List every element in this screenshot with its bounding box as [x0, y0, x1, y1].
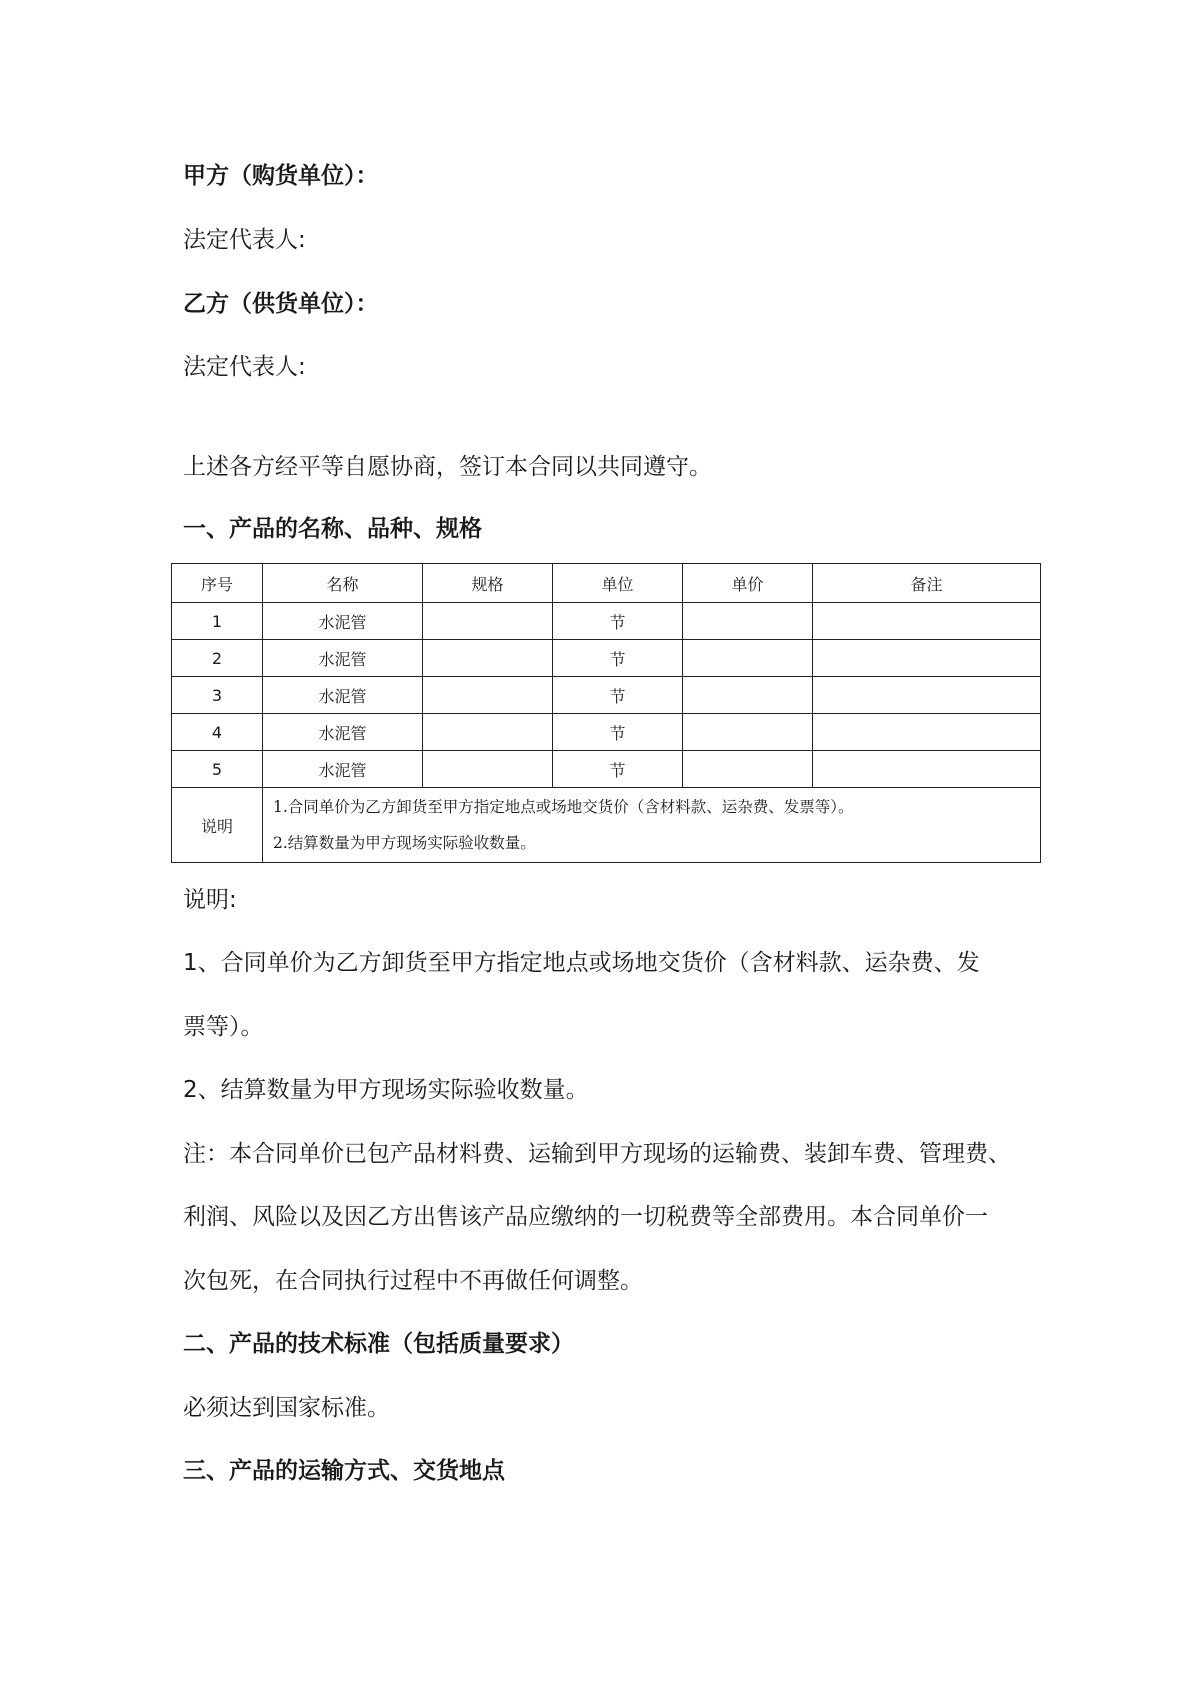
table-notes-row	[172, 788, 1041, 863]
cell-remarks	[813, 640, 1041, 677]
cell-unit: 节	[553, 603, 683, 640]
explanation-title: 说明:	[183, 887, 237, 913]
cell-name: 水泥管	[263, 714, 423, 751]
note-line-1: 注：本合同单价已包产品材料费、运输到甲方现场的运输费、装卸车费、管理费、	[183, 1141, 1011, 1167]
cell-spec	[423, 677, 553, 714]
cell-spec	[423, 603, 553, 640]
explanation-item-2: 2、结算数量为甲方现场实际验收数量。	[183, 1077, 589, 1103]
cell-index: 3	[172, 677, 263, 714]
header-cell-index: 序号	[172, 564, 263, 603]
cell-index: 2	[172, 640, 263, 677]
section-1-title: 一、产品的名称、品种、规格	[183, 516, 482, 542]
party-a-representative: 法定代表人:	[183, 227, 306, 253]
cell-spec	[423, 751, 553, 788]
cell-unit: 节	[553, 640, 683, 677]
cell-index: 5	[172, 751, 263, 788]
table-row	[172, 640, 1041, 677]
cell-index: 1	[172, 603, 263, 640]
cell-price	[683, 714, 813, 751]
section-2-title: 二、产品的技术标准（包括质量要求）	[183, 1331, 574, 1357]
cell-remarks	[813, 677, 1041, 714]
cell-remarks	[813, 603, 1041, 640]
explanation-item-1-line-1: 1、合同单价为乙方卸货至甲方指定地点或场地交货价（含材料款、运杂费、发	[183, 950, 980, 976]
header-cell-price: 单价	[683, 564, 813, 603]
explanation-item-1-line-2: 票等）。	[183, 1014, 264, 1040]
table-header-row	[172, 564, 1041, 603]
cell-remarks	[813, 714, 1041, 751]
header-cell-name: 名称	[263, 564, 423, 603]
table-row	[172, 751, 1041, 788]
note-line-2: 利润、风险以及因乙方出售该产品应缴纳的一切税费等全部费用。本合同单价一	[183, 1204, 988, 1230]
product-spec-table	[171, 563, 1041, 863]
cell-remarks	[813, 751, 1041, 788]
table-note-2: 2.结算数量为甲方现场实际验收数量。	[273, 834, 536, 852]
cell-unit: 节	[553, 751, 683, 788]
notes-label-cell: 说明	[172, 788, 263, 863]
table-note-1: 1.合同单价为乙方卸货至甲方指定地点或场地交货价（含材料款、运杂费、发票等）。	[273, 798, 854, 816]
cell-unit: 节	[553, 677, 683, 714]
party-b-label: 乙方（供货单位）：	[183, 291, 379, 317]
cell-name: 水泥管	[263, 677, 423, 714]
cell-price	[683, 677, 813, 714]
note-line-3: 次包死，在合同执行过程中不再做任何调整。	[183, 1268, 643, 1294]
header-cell-unit: 单位	[553, 564, 683, 603]
cell-price	[683, 603, 813, 640]
cell-price	[683, 751, 813, 788]
table-row	[172, 714, 1041, 751]
cell-spec	[423, 714, 553, 751]
notes-text-cell	[263, 788, 1041, 863]
cell-price	[683, 640, 813, 677]
cell-unit: 节	[553, 714, 683, 751]
intro-paragraph: 上述各方经平等自愿协商，签订本合同以共同遵守。	[183, 454, 712, 480]
party-b-representative: 法定代表人:	[183, 354, 306, 380]
table-row	[172, 677, 1041, 714]
table-row	[172, 603, 1041, 640]
section-2-body: 必须达到国家标准。	[183, 1395, 390, 1421]
cell-name: 水泥管	[263, 751, 423, 788]
cell-spec	[423, 640, 553, 677]
section-3-title: 三、产品的运输方式、交货地点	[183, 1458, 505, 1484]
party-a-label: 甲方（购货单位）：	[183, 163, 379, 189]
cell-name: 水泥管	[263, 603, 423, 640]
header-cell-remarks: 备注	[813, 564, 1041, 603]
header-cell-spec: 规格	[423, 564, 553, 603]
cell-index: 4	[172, 714, 263, 751]
cell-name: 水泥管	[263, 640, 423, 677]
